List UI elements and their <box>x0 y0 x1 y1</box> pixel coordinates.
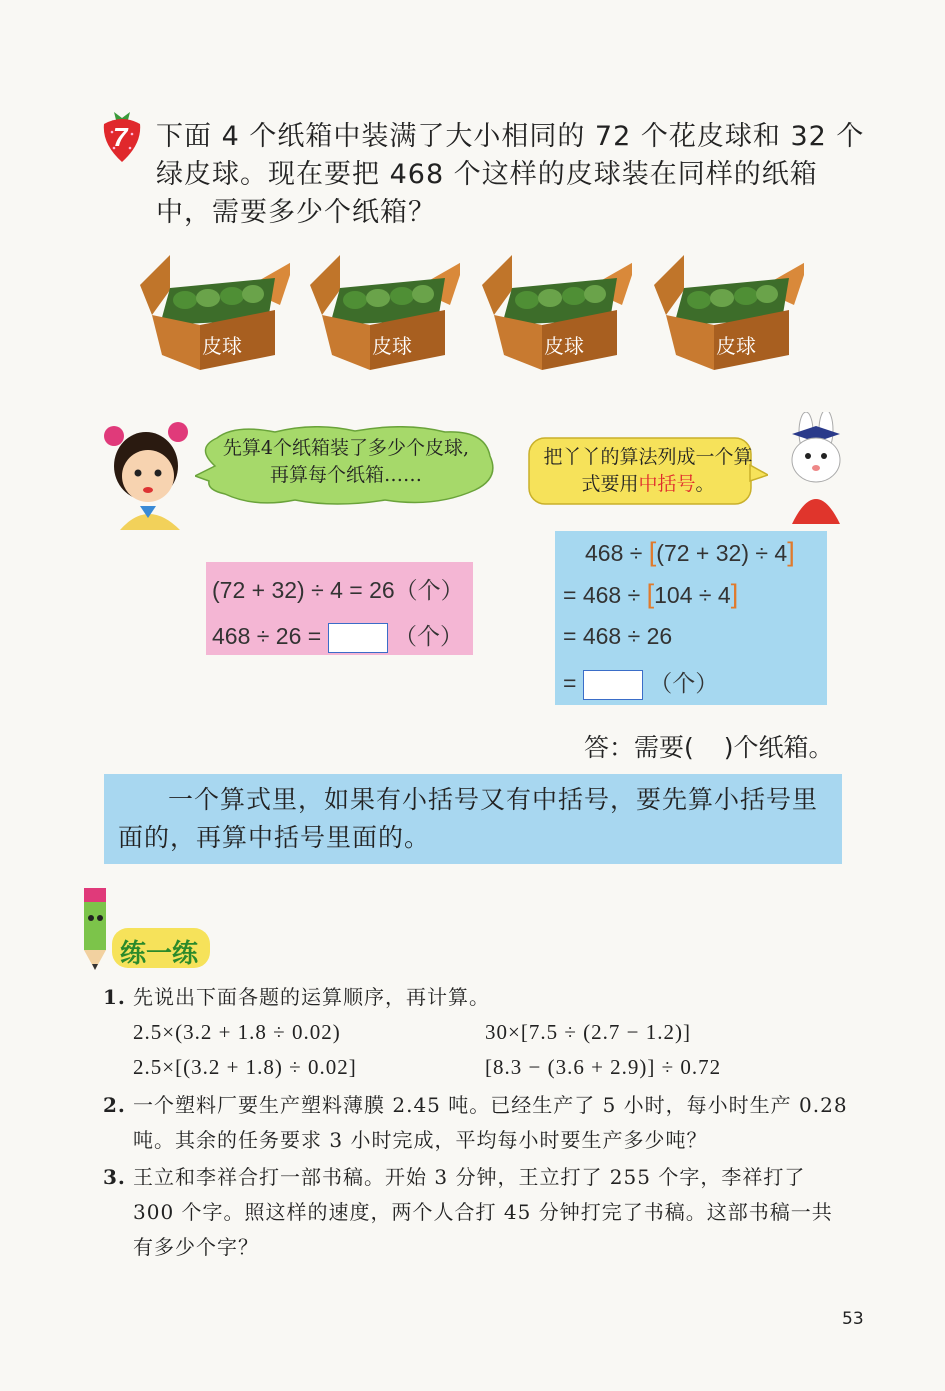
answer-prefix: 答：需要( <box>584 733 694 762</box>
question-1 <box>103 980 853 1085</box>
method-b-line1-inner: (72 + 32) ÷ 4 <box>656 540 788 566</box>
method-b-panel <box>555 531 827 705</box>
bracket-close: ] <box>787 537 795 567</box>
rabbit-speech-highlight: 中括号 <box>638 473 696 495</box>
rabbit-speech-prefix: 把丫丫的算法列成一个算式要用 <box>543 446 753 495</box>
rabbit-icon <box>778 412 850 524</box>
rabbit-speech-bubble <box>528 437 768 507</box>
method-b-line1 <box>585 537 795 568</box>
question-3-text: 王立和李祥合打一部书稿。开始 3 分钟，王立打了 255 个字，李祥打了 300 个字。照这样的速度，两个人合打 45 分钟打完了书稿。这部书稿一共有多少个字？ <box>133 1165 833 1259</box>
girl-illustration <box>100 418 190 530</box>
bracket-open: [ <box>648 537 657 567</box>
method-b-line2 <box>563 579 738 610</box>
example-number-badge <box>100 108 144 164</box>
box-label: 皮球 <box>202 334 242 358</box>
box-icon <box>654 250 804 380</box>
answer-blank-box[interactable] <box>583 670 643 700</box>
question-2-text: 一个塑料厂要生产塑料薄膜 2.45 吨。已经生产了 5 小时，每小时生产 0.28 吨。其余的任务要求 3 小时完成，平均每小时要生产多少吨？ <box>133 1093 848 1152</box>
question-2 <box>103 1088 853 1158</box>
method-b-line3: = 468 ÷ 26 <box>563 623 673 649</box>
example-problem-text: 下面 4 个纸箱中装满了大小相同的 72 个花皮球和 32 个绿皮球。现在要把 468 个这样的皮球装在同样的纸箱中，需要多少个纸箱？ <box>156 121 865 228</box>
method-b-line4-unit: （个） <box>649 670 719 696</box>
formula-2: 30×[7.5 ÷ (2.7 − 1.2)] <box>485 1020 691 1044</box>
box-icon <box>140 250 290 380</box>
rabbit-speech-suffix: 。 <box>695 473 715 495</box>
method-a-line1: (72 + 32) ÷ 4 = 26（个） <box>212 577 464 603</box>
rabbit-speech-text <box>538 444 758 498</box>
formula-4: [8.3 − (3.6 + 2.9)] ÷ 0.72 <box>485 1055 722 1079</box>
formula-3: 2.5×[(3.2 + 1.8) ÷ 0.02] <box>133 1055 357 1079</box>
ball-box <box>140 250 290 380</box>
girl-speech-bubble <box>195 426 500 506</box>
question-1-text: 先说出下面各题的运算顺序，再计算。 <box>133 985 490 1009</box>
question-number: 1. <box>103 985 126 1009</box>
rule-text: 一个算式里，如果有小括号又有中括号，要先算小括号里面的，再算中括号里面的。 <box>118 785 819 852</box>
ball-box <box>654 250 804 380</box>
box-label: 皮球 <box>372 334 412 358</box>
ball-box <box>482 250 632 380</box>
ball-box <box>310 250 460 380</box>
formula-1: 2.5×(3.2 + 1.8 ÷ 0.02) <box>133 1020 341 1044</box>
answer-blank-box[interactable] <box>328 623 388 653</box>
method-a-line2 <box>212 618 463 653</box>
method-a-line2-unit: （个） <box>393 623 463 649</box>
question-number: 2. <box>103 1093 126 1117</box>
bracket-open: [ <box>646 579 655 609</box>
rabbit-illustration <box>778 412 850 524</box>
girl-speech-text: 先算4个纸箱装了多少个皮球,再算每个纸箱…… <box>222 437 470 486</box>
method-a-panel <box>206 562 473 655</box>
method-a-line2-expr: 468 ÷ 26 = <box>212 623 322 649</box>
method-b-line1-pre: 468 ÷ <box>585 540 643 566</box>
method-b-line2-pre: = 468 ÷ <box>563 582 641 608</box>
girl-icon <box>100 418 190 530</box>
box-label: 皮球 <box>716 334 756 358</box>
practice-title: 练一练 <box>120 939 199 969</box>
question-1-formulas <box>133 1015 853 1085</box>
question-number: 3. <box>103 1165 126 1189</box>
box-icon <box>310 250 460 380</box>
box-icon <box>482 250 632 380</box>
page-number: 53 <box>842 1309 864 1329</box>
box-label: 皮球 <box>544 334 584 358</box>
answer-line <box>584 728 834 764</box>
method-b-line4 <box>563 665 718 700</box>
rule-box <box>104 774 842 864</box>
answer-suffix: )个纸箱。 <box>723 733 834 762</box>
example-number: 7 <box>113 122 128 152</box>
question-3 <box>103 1160 853 1265</box>
bracket-close: ] <box>730 579 739 609</box>
method-b-line2-inner: 104 ÷ 4 <box>654 582 731 608</box>
method-b-line4-eq: = <box>563 670 577 696</box>
